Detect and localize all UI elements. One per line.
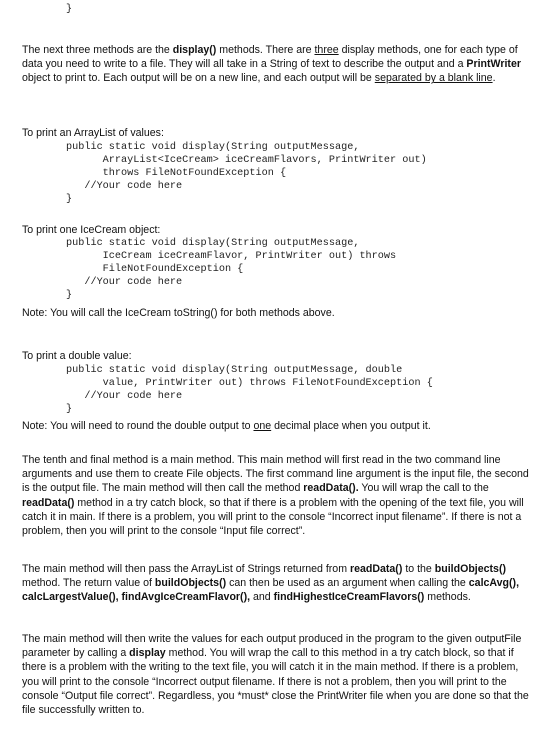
code-line: public static void display(String outputMessage, bbox=[66, 238, 360, 249]
output-paragraph: The main method will then write the values for each output produced in the program to the given outputFile parameter by calling a display method. You will wrap the call to this method in a try catch block, so that if there is a problem with the writing to the text file, you will catch it in the main method. If there is a problem, you will print to the console “Incorrect output filename. If there is not a problem, then you will print to the console “Output file correct”. Regardless, you *must* close the PrintWriter file when you are done so that the file successfully written to. bbox=[22, 633, 529, 717]
code-line: IceCream iceCreamFlavor, PrintWriter out) throws bbox=[66, 250, 397, 262]
build-objects-paragraph: The main method will then pass the ArrayList of Strings returned from readData() to the buildObjects() method. The return value of buildObjects() can then be used as an argument when calling the calcAvg(), calcLargestValue(), findAvgIceCreamFlavor(), and findHighestIceCreamFlavors() methods. bbox=[22, 563, 520, 604]
code-line: } bbox=[66, 193, 73, 205]
code-line: } bbox=[66, 403, 73, 415]
code-line: ArrayList<IceCream> iceCreamFlavors, PrintWriter out) bbox=[66, 154, 427, 166]
code-line: } bbox=[66, 289, 73, 301]
double-code-block bbox=[66, 365, 433, 417]
icecream-heading: To print one IceCream object: bbox=[22, 224, 161, 236]
code-line: //Your code here bbox=[66, 180, 183, 192]
icecream-code-block bbox=[66, 238, 396, 303]
closing-brace: } bbox=[66, 4, 73, 15]
code-line: //Your code here bbox=[66, 276, 183, 288]
double-note: Note: You will need to round the double output to one decimal place when you output it. bbox=[22, 420, 431, 432]
double-heading: To print a double value: bbox=[22, 350, 132, 362]
code-line: FileNotFoundException { bbox=[66, 263, 244, 275]
arraylist-heading: To print an ArrayList of values: bbox=[22, 127, 164, 139]
code-line: throws FileNotFoundException { bbox=[66, 167, 287, 179]
intro-paragraph: The next three methods are the display() methods. There are three display methods, one for each type of data you need to write to a file. They will all take in a String of text to describe the output and a PrintWriter object to print to. Each output will be on a new line, and each output will be separated by a blank line. bbox=[22, 44, 521, 85]
icecream-note: Note: You will call the IceCream toString() for both methods above. bbox=[22, 307, 335, 319]
code-line: //Your code here bbox=[66, 390, 183, 402]
code-line: value, PrintWriter out) throws FileNotFoundException { bbox=[66, 377, 433, 389]
code-line: public static void display(String outputMessage, bbox=[66, 142, 360, 153]
code-line: public static void display(String outputMessage, double bbox=[66, 365, 403, 376]
arraylist-code-block bbox=[66, 142, 427, 207]
main-method-paragraph: The tenth and final method is a main method. This main method will first read in the two command line arguments and use them to create File objects. The first command line argument is the input file, the second is the output file. The main method will then call the method readData(). You will wrap the call to the readData() method in a try catch block, so that if there is a problem with the opening of the text file, you will catch it in main. If there is a problem, you will print to the console “Incorrect input filename”. If there is not a problem, then you will print to the console “Input file correct”. bbox=[22, 454, 529, 538]
